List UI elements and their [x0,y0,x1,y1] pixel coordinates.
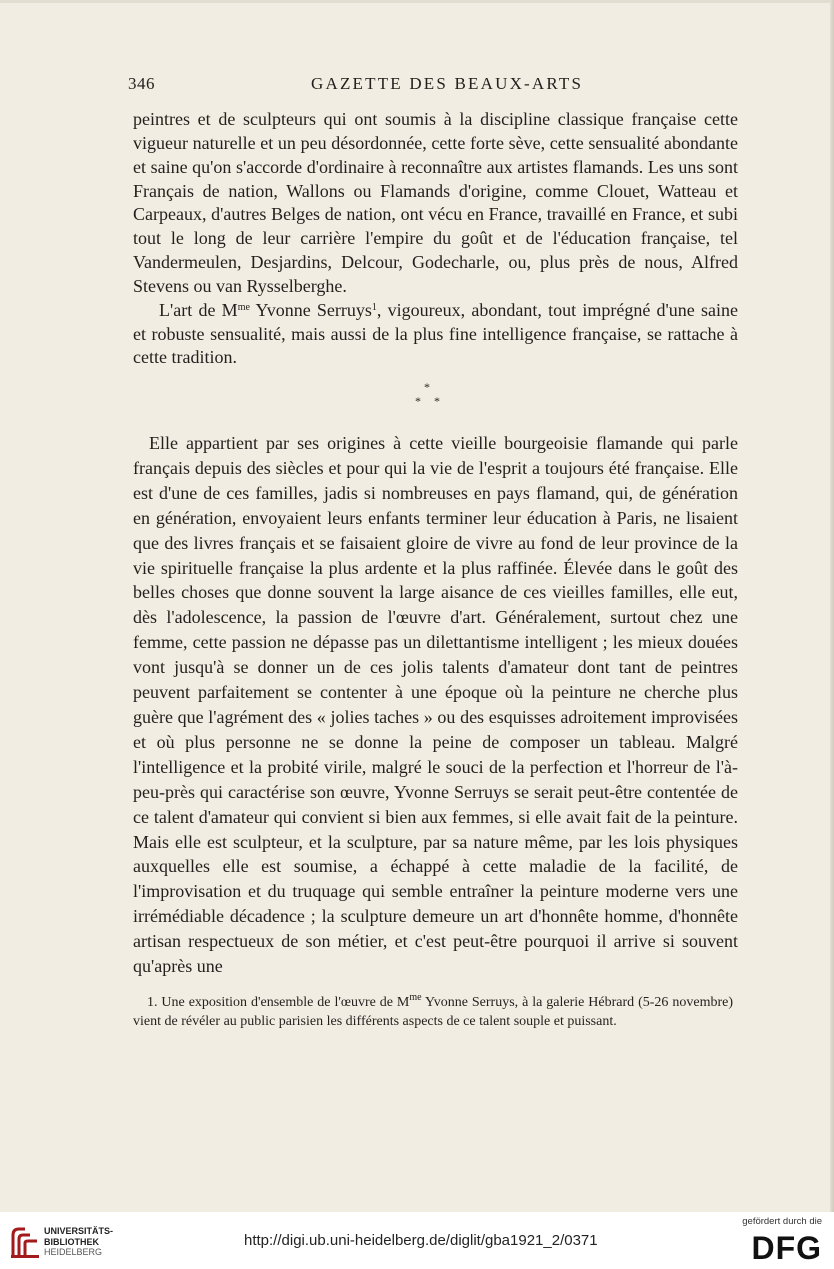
paragraph-origins: Elle appartient par ses origines à cette vieille bourgeoisie flamande qui parle français depuis des siècles et pour qui la vie de l'esprit a toujours été française. Elle est d'une de ces familles, jadis si nombreuses en pays flamand, qui, de génération en génération, envoyaient leurs enfants terminer leur éducation à Paris, ne lisaient que des livres français et se faisaient gloire de vivre au fond de leur province de la vie spirituelle française la plus ardente et la plus raffinée. Élevée dans le goût des belles choses que donne souvent la large aisance de ces vieilles familles, elle eut, dès l'adolescence, la passion de l'œuvre d'art. Généralement, surtout chez une femme, cette passion ne dépasse pas un dilettantisme intelligent ; les mieux douées vont jusqu'à se donner un de ces jolis talents d'amateur dont tant de peintres peuvent parfaitement se contenter à une époque où la peinture ne cherche plus guère que l'agrément des « jolies taches » ou des esquisses adroitement improvisées et où plus personne ne se donne la peine de composer un tableau. Malgré l'intelligence et la probité virile, malgré le souci de la perfection et l'horreur de l'à-peu-près qui caractérise son œuvre, Yvonne Serruys se serait peut-être contentée de ce talent d'amateur qui convient si bien aux femmes, si elle avait fait de la peinture. Mais elle est sculpteur, et la sculpture, par sa nature même, par les lois physiques auxquelles elle est soumise, a échappé à cette maladie de la facilité, de l'improvisation et du truquage qui semble entraîner la peinture moderne vers une irrémédiable décadence ; la sculpture demeure un art d'honnête homme, d'honnête artisan respectueux de son métier, et c'est peut-être pourquoi il arrive si souvent qu'après une [133,433,738,977]
opening-text-block [133,108,738,370]
footnote-text-end: Yvonne Serruys, à la galerie Hébrard (5-26 novembre) vient de révéler au public parisien les différents aspects de ce talent souple et puissant. [133,995,734,1029]
section-asterism [409,381,449,413]
paragraph-continuation: peintres et de sculpteurs qui ont soumis à la discipline classique française cette vigueur naturelle et un peu désordonnée, cette forte sève, cette sensualité abondante et saine qu'on s'accorde d'ordinaire à reconnaître aux artistes flamands. Les uns sont Français de nation, Wallons ou Flamands d'origine, comme Clouet, Watteau et Carpeaux, d'autres Belges de nation, ont vécu en France, travaillé en France, et subi tout le long de leur carrière l'empire du goût et de l'éducation française, tel Vandermeulen, Desjardins, Delcour, Godecharle, ou, plus près de nous, Alfred Stevens ou van Rysselberghe. [133,109,738,296]
journal-title: GAZETTE DES BEAUX-ARTS [311,74,584,93]
page-edge-right [830,0,834,1212]
paragraph-serruys-intro [133,299,738,371]
running-head [128,74,738,96]
library-name-line-2: BIBLIOTHEK [44,1236,99,1247]
title-abbreviation: me [237,301,250,313]
artist-name: Yvonne Serruys [249,299,372,320]
asterism-star-top: * [424,380,430,394]
asterism-star-left: * [415,394,421,408]
paragraph-text-start: L'art de M [159,299,238,320]
footnote-reference: 1 [371,301,377,313]
asterism-star-right: * [434,394,440,408]
library-name-line-1: UNIVERSITÄTS- [44,1226,114,1236]
library-name-line-3: HEIDELBERG [44,1247,103,1257]
main-text-block [133,431,738,979]
university-library-logo-icon[interactable] [10,1225,40,1259]
university-library-name [44,1226,113,1258]
permalink-url-link[interactable]: http://digi.ub.uni-heidelberg.de/diglit/gba1921_2/0371 [244,1232,598,1249]
footnote-title-abbreviation: me [409,992,422,1003]
page-number: 346 [128,74,155,93]
footnote [133,994,733,1031]
paragraph-text-end: , vigoureux, abondant, tout imprégné d'une saine et robuste sensualité, mais aussi de la plus fine intelligence française, se rattache à cette tradition. [133,299,739,368]
footnote-text-start: Une exposition d'ensemble de l'œuvre de M [157,995,410,1010]
footnote-number: 1. [147,995,158,1010]
dfg-logo[interactable]: DFG [751,1230,822,1266]
page-edge-top [0,0,834,3]
digitization-footer [0,1212,834,1269]
funding-caption: gefördert durch die [742,1216,822,1227]
